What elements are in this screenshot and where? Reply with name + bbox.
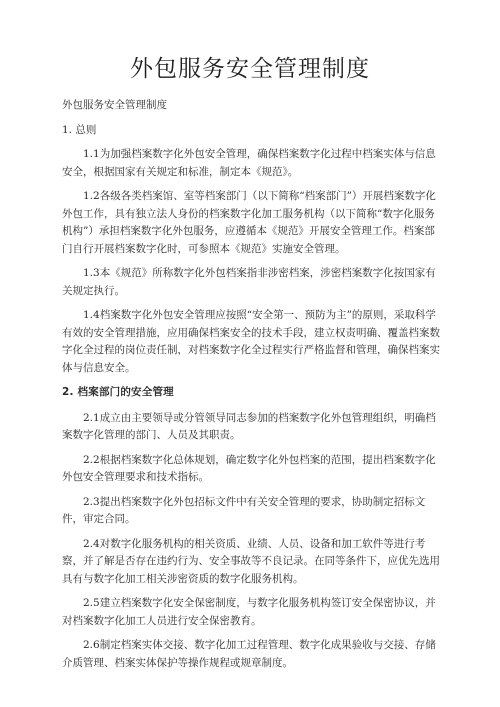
- section-heading-archives-management: 2. 档案部门的安全管理: [62, 386, 174, 398]
- page-title: 外包服务安全管理制度: [130, 56, 370, 82]
- paragraph-1-3: 1.3本《规范》所称数字化外包档案指非涉密档案，涉密档案数字化按国家有关规定执行。: [62, 267, 436, 297]
- document-body: [62, 97, 444, 679]
- paragraph-1-2: 1.2各级各类档案馆、室等档案部门（以下简称“档案部门”）开展档案数字化外包工作，具有独立法人身份的档案数字化加工服务机构（以下简称“数字化服务机构”）承担档案数字化外包服务，应遵循本《规范》开展安全管理工作。档案部门自行开展档案数字化时，可参照本《规范》实施安全管理。: [62, 190, 436, 255]
- paragraph-2-3: 2.3提出档案数字化外包招标文件中有关安全管理的要求，协助制定招标文件，审定合同。: [62, 495, 426, 525]
- paragraph-2-6: 2.6制定档案实体交接、数字化加工过程管理、数字化成果验收与交接、存储介质管理、档案实体保护等操作规程或规章制度。: [62, 639, 436, 669]
- paragraph-1-4: 1.4档案数字化外包安全管理应按照“安全第一、预防为主”的原则，采取科学有效的安全管理措施，应用确保档案安全的技术手段，建立权责明确、覆盖档案数字化全过程的岗位责任制，对档案数字化全过程实行严格监督和管理，确保档案实体与信息安全。: [62, 309, 440, 374]
- paragraph-2-5: 2.5建立档案数字化安全保密制度，与数字化服务机构签订安全保密协议，并对档案数字化加工人员进行安全保密教育。: [62, 597, 436, 627]
- section-heading-general: 1. 总则: [62, 123, 97, 136]
- paragraph-2-2: 2.2根据档案数字化总体规划，确定数字化外包档案的范围，提出档案数字化外包安全管理要求和技术指标。: [62, 453, 436, 483]
- paragraph-1-1: 1.1为加强档案数字化外包安全管理，确保档案数字化过程中档案实体与信息安全，根据国家有关规定和标准，制定本《规范》。: [62, 148, 436, 178]
- paragraph-2-1: 2.1成立由主要领导或分管领导同志参加的档案数字化外包管理组织，明确档案数字化管理的部门、人员及其职责。: [62, 411, 436, 441]
- paragraph-2-4: 2.4对数字化服务机构的相关资质、业绩、人员、设备和加工软件等进行考察，并了解是否存在违约行为、安全事故等不良记录。在同等条件下，应优先选用具有与数字化加工相关涉密资质的数字化服务机构。: [62, 537, 440, 585]
- document-subtitle: 外包服务安全管理制度: [62, 99, 167, 111]
